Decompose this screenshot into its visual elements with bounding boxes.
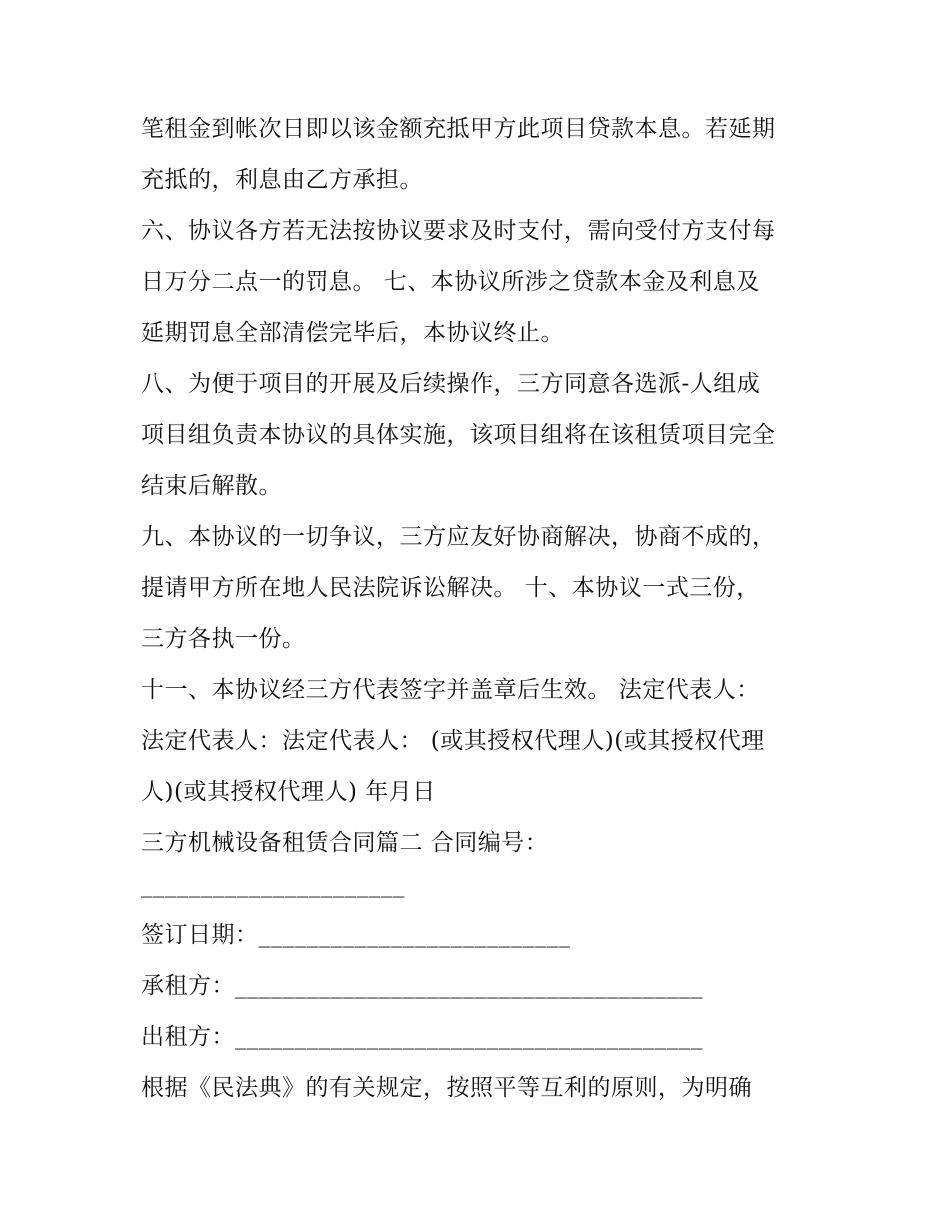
text-line: 八、为便于项目的开展及后续操作，三方同意各选派-人组成 bbox=[141, 371, 761, 397]
signing-date-line: 签订日期：__________________________ bbox=[141, 922, 571, 948]
text-line: 十一、本协议经三方代表签字并盖章后生效。 法定代表人： bbox=[141, 677, 760, 703]
text-line: 三方各执一份。 bbox=[141, 626, 306, 652]
contract-number-blank: ______________________ bbox=[141, 872, 405, 898]
text-line: 六、协议各方若无法按协议要求及时支付，需向受付方支付每 bbox=[141, 218, 776, 244]
text-line: 根据《民法典》的有关规定，按照平等互利的原则，为明确 bbox=[141, 1075, 752, 1101]
text-line: 结束后解散。 bbox=[141, 473, 282, 499]
text-line: 人)(或其授权代理人) 年月日 bbox=[141, 779, 436, 805]
text-line: 九、本协议的一切争议，三方应友好协商解决，协商不成的， bbox=[141, 524, 776, 550]
text-line: 充抵的，利息由乙方承担。 bbox=[141, 167, 423, 193]
text-line: 提请甲方所在地人民法院诉讼解决。 十、本协议一式三份， bbox=[141, 575, 760, 601]
text-line: 笔租金到帐次日即以该金额充抵甲方此项目贷款本息。若延期 bbox=[141, 116, 776, 142]
lessee-line: 承租方：_______________________________________ bbox=[141, 973, 703, 999]
lessor-line: 出租方：_______________________________________ bbox=[141, 1024, 703, 1050]
text-line: 项目组负责本协议的具体实施，该项目组将在该租赁项目完全 bbox=[141, 422, 776, 448]
text-line: 法定代表人：法定代表人： (或其授权代理人)(或其授权代理 bbox=[141, 728, 765, 754]
text-line: 日万分二点一的罚息。 七、本协议所涉之贷款本金及利息及 bbox=[141, 269, 760, 295]
contract-title-line: 三方机械设备租赁合同篇二 合同编号： bbox=[141, 830, 549, 856]
text-line: 延期罚息全部清偿完毕后，本协议终止。 bbox=[141, 320, 564, 346]
